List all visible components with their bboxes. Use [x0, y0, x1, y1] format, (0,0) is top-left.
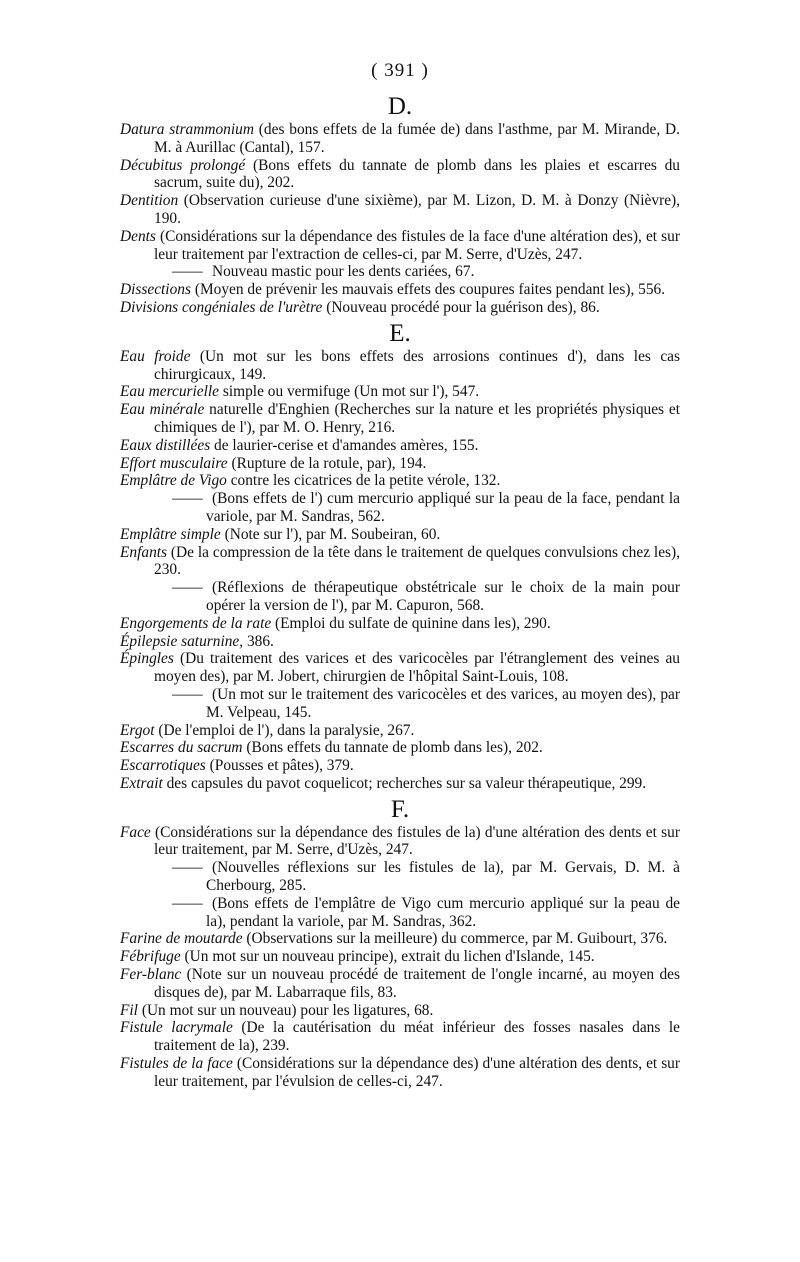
index-entry	[120, 472, 680, 490]
index-entry	[120, 192, 680, 228]
index-entry	[120, 526, 680, 544]
entry-text: contre les cicatrices de la petite vérole, 132.	[226, 472, 501, 490]
section-letter: D.	[387, 93, 413, 120]
entry-text: naturelle d'Enghien (Recherches sur la nature et les propriétés physiques et chimiques de l'), par M. O. Henry, 216.	[154, 401, 680, 436]
entry-text: (Bons effets du tannate de plomb dans les), 202.	[242, 739, 543, 757]
entry-term: Engorgements de la rate	[120, 614, 272, 632]
entry-term: Fébrifuge	[120, 948, 181, 966]
entry-term: Divisions congéniales de l'urètre	[120, 298, 323, 316]
entry-text: (Nouveau procédé pour la guérison des), 86.	[322, 298, 600, 316]
entry-text: (Du traitement des varices et des varicocèles par l'étranglement des veines au moyen des), par M. Jobert, chirurgien de l'hôpital Saint-Louis, 108.	[154, 650, 680, 686]
ditto-dash: ——	[172, 490, 203, 508]
entry-text: (Considérations sur la dépendance des) d'une altération des dents, et sur leur traitement, par l'évulsion de celles-ci, 247.	[154, 1055, 681, 1090]
entry-term: Eau minérale	[120, 401, 205, 419]
entry-text: (Rupture de la rotule, par), 194.	[227, 454, 427, 472]
entry-text: (des bons effets de la fumée de) dans l'asthme, par M. Mirande, D. M. à Aurillac (Cantal), 157.	[154, 121, 680, 156]
entry-text: des capsules du pavot coquelicot; recherches sur sa valeur thérapeutique, 299.	[162, 774, 647, 792]
index-entry	[120, 348, 680, 384]
index-entry	[120, 401, 680, 437]
entry-term: Farine de moutarde	[120, 930, 243, 948]
index-subentry	[120, 579, 680, 615]
index-entry	[120, 544, 680, 580]
index-entry	[120, 824, 680, 860]
index-entry	[120, 633, 680, 651]
index-entry	[120, 455, 680, 473]
entry-term: Datura strammonium	[120, 121, 254, 138]
entry-text: (Un mot sur un nouveau principe), extrait du lichen d'Islande, 145.	[180, 948, 595, 966]
ditto-dash: ——	[172, 685, 203, 703]
index-entry	[120, 121, 680, 157]
entry-text: (Un mot sur les bons effets des arrosions continues d'), dans les cas chirurgicaux, 149.	[154, 347, 680, 383]
entry-text: (Réflexions de thérapeutique obstétricale sur le choix de la main pour opérer la version de l'), par M. Capuron, 568.	[206, 579, 680, 614]
entry-text: (Observation curieuse d'une sixième), par M. Lizon, D. M. à Donzy (Nièvre), 190.	[154, 192, 680, 227]
entry-term: Décubitus prolongé	[120, 156, 246, 174]
entry-term: Eau mercurielle	[120, 383, 220, 401]
entry-text: (Bons effets du tannate de plomb dans les plaies et escarres du sacrum, suite du), 202.	[154, 156, 680, 192]
entry-text: (Note sur l'), par M. Soubeiran, 60.	[220, 525, 441, 543]
entry-text: (Pousses et pâtes), 379.	[205, 757, 354, 775]
entry-term: Fistules de la face	[120, 1055, 233, 1073]
entry-text: Nouveau mastic pour les dents cariées, 67.	[212, 263, 475, 281]
entry-text: (Bons effets de l'emplâtre de Vigo cum mercurio appliqué sur la peau de la), pendant la variole, par M. Sandras, 362.	[206, 894, 680, 930]
entry-text: , 386.	[239, 632, 274, 650]
entry-text: (Considérations sur la dépendance des fistules de la face d'une altération des), et sur leur traitement par l'extraction de celles-ci, par M. Serre, d'Uzès, 247.	[154, 227, 680, 263]
section-letter: F.	[390, 795, 410, 823]
entry-text: (Moyen de prévenir les mauvais effets des coupures faites pendant les), 556.	[190, 281, 666, 299]
page-number: ( 391 )	[371, 60, 429, 81]
index-subentry	[120, 895, 680, 931]
entry-term: Escarrotiques	[120, 757, 206, 775]
index-subentry	[120, 490, 680, 526]
entry-text: (De l'emploi de l'), dans la paralysie, 267.	[154, 721, 415, 739]
index-entry	[120, 228, 680, 264]
entry-term: Effort musculaire	[120, 454, 228, 472]
entry-text: (Observations sur la meilleure) du commerce, par M. Guibourt, 376.	[242, 930, 668, 948]
index-content	[120, 90, 680, 1091]
entry-text: (Un mot sur le traitement des varicocèles et des varices, au moyen des), par M. Velpeau, 145.	[206, 685, 680, 721]
index-entry	[120, 383, 680, 401]
entry-text: (Note sur un nouveau procédé de traitement de l'ongle incarné, au moyen des disques de), par M. Labarraque fils, 83.	[154, 966, 680, 1001]
index-subentry	[120, 263, 680, 281]
index-entry	[120, 157, 680, 193]
index-entry	[120, 757, 680, 775]
entry-text: de laurier-cerise et d'amandes amères, 155.	[210, 436, 479, 454]
entry-text: (De la cautérisation du méat inférieur des fosses nasales dans le traitement de la), 239.	[154, 1019, 681, 1055]
index-entry	[120, 966, 680, 1002]
entry-term: Enfants	[120, 543, 168, 561]
entry-term: Épilepsie saturnine	[120, 632, 240, 650]
index-entry	[120, 775, 680, 793]
entry-term: Extrait	[120, 774, 163, 792]
entry-term: Eau froide	[120, 347, 191, 365]
index-entry	[120, 437, 680, 455]
entry-term: Fistule lacrymale	[120, 1019, 233, 1037]
index-subentry	[120, 686, 680, 722]
index-entry	[120, 299, 680, 317]
entry-term: Eaux distillées	[120, 436, 211, 454]
index-entry	[120, 615, 680, 633]
entry-term: Épingles	[120, 650, 174, 668]
entry-term: Dents	[120, 227, 156, 245]
index-entry	[120, 1002, 680, 1020]
index-entry	[120, 948, 680, 966]
entry-term: Face	[120, 823, 151, 841]
index-entry	[120, 1055, 680, 1091]
entry-term: Escarres du sacrum	[120, 739, 243, 757]
entry-text: (Emploi du sulfate de quinine dans les), 290.	[271, 614, 551, 632]
entry-text: (Bons effets de l') cum mercurio appliqué sur la peau de la face, pendant la variole, par M. Sandras, 562.	[206, 490, 680, 525]
index-entry	[120, 930, 680, 948]
entry-text: (De la compression de la tête dans le traitement de quelques convulsions chez les), 230.	[154, 543, 680, 579]
index-entry	[120, 739, 680, 757]
entry-text: (Nouvelles réflexions sur les fistules de la), par M. Gervais, D. M. à Cherbourg, 285.	[206, 859, 680, 895]
index-entry	[120, 650, 680, 686]
index-entry	[120, 722, 680, 740]
index-entry	[120, 281, 680, 299]
entry-term: Emplâtre simple	[120, 525, 221, 543]
entry-term: Fil	[120, 1001, 138, 1019]
ditto-dash: ——	[172, 859, 203, 877]
ditto-dash: ——	[172, 263, 203, 281]
entry-term: Fer-blanc	[120, 966, 182, 984]
ditto-dash: ——	[172, 894, 203, 912]
entry-term: Ergot	[120, 721, 155, 739]
entry-term: Emplâtre de Vigo	[120, 472, 227, 490]
index-entry	[120, 1019, 680, 1055]
index-subentry	[120, 859, 680, 895]
entry-text: simple ou vermifuge (Un mot sur l'), 547.	[219, 383, 480, 401]
section-letter: E.	[389, 319, 411, 347]
entry-text: (Un mot sur un nouveau) pour les ligatures, 68.	[137, 1001, 434, 1019]
entry-term: Dentition	[120, 192, 179, 210]
entry-text: (Considérations sur la dépendance des fistules de la) d'une altération des dents et sur leur traitement, par M. Serre, d'Uzès, 247.	[150, 823, 680, 859]
entry-term: Dissections	[120, 281, 191, 299]
ditto-dash: ——	[172, 579, 203, 597]
